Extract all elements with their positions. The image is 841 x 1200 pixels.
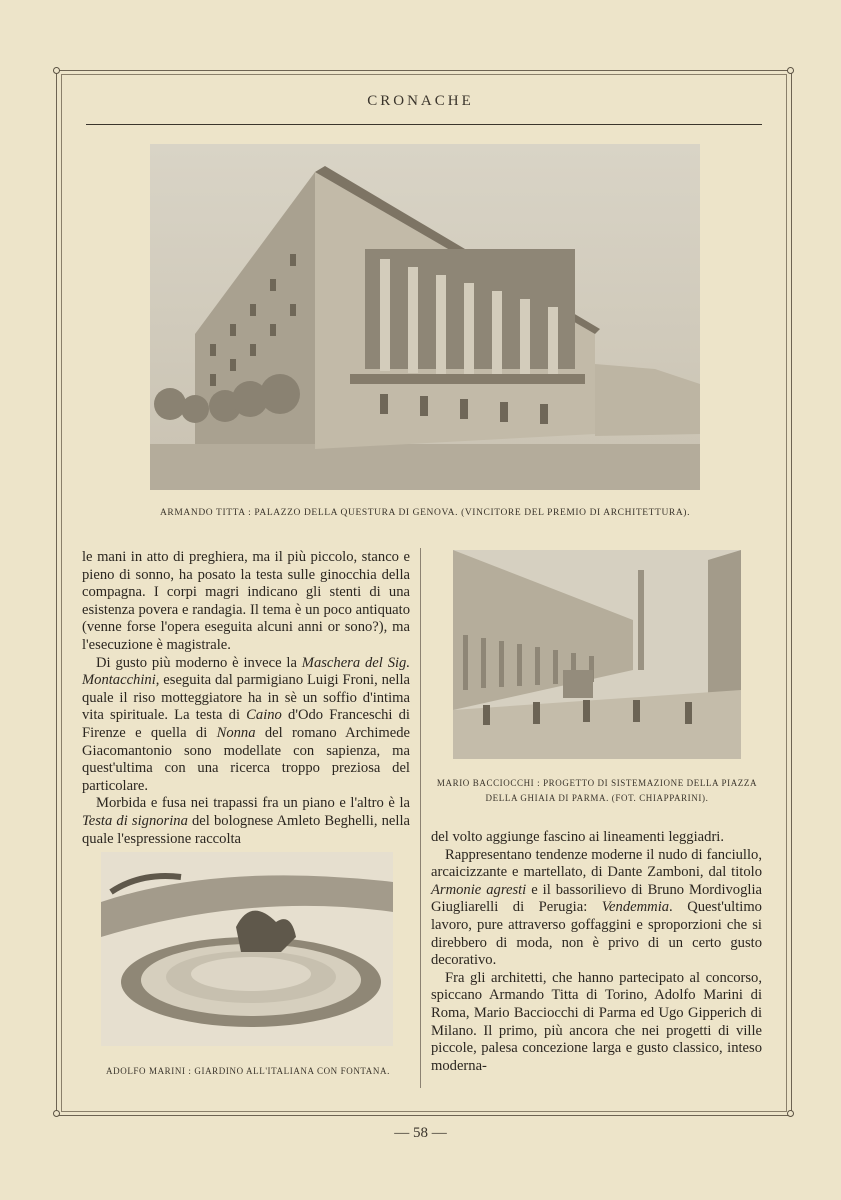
frame-corner-ornament bbox=[787, 67, 794, 74]
caption-palazzo-questura: ARMANDO TITTA : PALAZZO DELLA QUESTURA DI GENOVA. (VINCITORE DEL PREMIO DI ARCHITETTURA). bbox=[159, 508, 691, 518]
caption-piazza-ghiaia-line1: MARIO BACCIOCCHI : PROGETTO DI SISTEMAZIONE DELLA PIAZZA bbox=[436, 778, 758, 788]
caption-giardino-fontana: ADOLFO MARINI : GIARDINO ALL'ITALIANA CON FONTANA. bbox=[106, 1066, 390, 1076]
frame-corner-ornament bbox=[53, 1110, 60, 1117]
text-run: del bolognese Amleto Beghelli, nella quale l'espressione raccolta bbox=[82, 812, 410, 847]
italic-title: Testa di signorina bbox=[82, 812, 188, 829]
photo-palazzo-questura bbox=[150, 144, 700, 490]
right-column-text bbox=[431, 829, 762, 1075]
column-divider bbox=[420, 548, 421, 1088]
running-header: CRONACHE bbox=[367, 93, 474, 109]
italic-title: Armonie agresti bbox=[431, 881, 527, 898]
caption-piazza-ghiaia-line2: DELLA GHIAIA DI PARMA. (FOT. CHIAPPARINI). bbox=[485, 793, 709, 803]
text-run: , eseguita dal parmigiano Luigi Froni, nella quale il riso motteggiatore ha in sè un soffio d'intima vita spirituale. La testa di bbox=[82, 672, 410, 724]
text-run: Morbida e fusa nei trapassi fra un piano e l'altro è la bbox=[96, 795, 410, 812]
italic-title: Maschera del Sig. Montacchini bbox=[82, 654, 410, 689]
text-run: Rappresentano tendenze moderne il nudo di fanciullo, arcaicizzante e martellato, di Dante Zamboni, dal titolo bbox=[431, 846, 762, 881]
photo-piazza-ghiaia bbox=[453, 550, 741, 759]
frame-corner-ornament bbox=[53, 67, 60, 74]
text-run: Di gusto più moderno è invece la bbox=[96, 654, 302, 671]
text-run: e il bassorilievo di Bruno Mordivoglia Giugliarelli di Perugia: bbox=[431, 881, 762, 916]
paragraph: Fra gli architetti, che hanno partecipato al concorso, spiccano Armando Titta di Torino, Adolfo Marini di Roma, Mario Bacciocchi di Parma ed Ugo Gipperich di Milano. Il primo, più ancora che nei progetti di ville piccole, palesa concezione larga e gusto classico, inteso moderna- bbox=[431, 969, 762, 1074]
paragraph bbox=[82, 795, 410, 848]
paragraph bbox=[431, 847, 762, 970]
paragraph: le mani in atto di preghiera, ma il più piccolo, stanco e pieno di sonno, ha posato la testa sulle ginocchia della compagna. I corpi magri indicano gli stenti di una esistenza povera e randagia. Il tema è un poco antiquato (venne forse l'opera eseguita alcuni anni or sono?), ma l'esecuzione è magistrale. bbox=[82, 549, 410, 653]
frame-corner-ornament bbox=[787, 1110, 794, 1117]
text-run: del romano Archimede Giacomantonio sono modellate con sapienza, ma quest'ultima con una ricerca troppo preziosa del particolare. bbox=[82, 724, 410, 794]
photo-giardino-fontana bbox=[101, 852, 393, 1046]
italic-title: Caino bbox=[246, 707, 282, 724]
page-number: — 58 — bbox=[394, 1125, 447, 1141]
italic-title: Vendemmia bbox=[601, 899, 670, 916]
left-column-text bbox=[82, 549, 410, 848]
header-rule bbox=[86, 124, 762, 125]
paragraph bbox=[82, 655, 410, 796]
text-run: . Quest'ultimo lavoro, pure attraverso goffaggini e sproporzioni che si direbbero di moda, non è privo di un certo gusto decorativo. bbox=[431, 899, 762, 969]
paragraph: del volto aggiunge fascino ai lineamenti leggiadri. bbox=[431, 829, 725, 845]
text-run: d'Odo Franceschi di Firenze e quella di bbox=[82, 707, 410, 741]
italic-title: Nonna bbox=[216, 724, 256, 741]
